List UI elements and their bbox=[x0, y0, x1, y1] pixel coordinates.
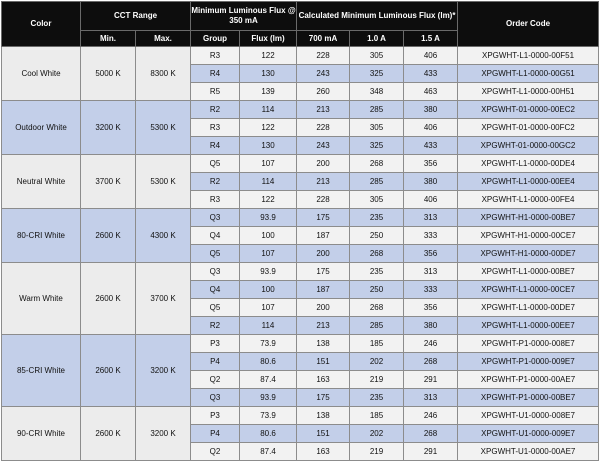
header-max: Max. bbox=[136, 31, 191, 47]
flux-700ma-cell: 213 bbox=[297, 317, 350, 335]
flux-1-0a-cell: 219 bbox=[350, 443, 404, 461]
flux-700ma-cell: 243 bbox=[297, 65, 350, 83]
order-code-cell: XPGWHT-L1-0000-00EE4 bbox=[458, 173, 599, 191]
group-cell: R5 bbox=[191, 83, 240, 101]
group-cell: R3 bbox=[191, 191, 240, 209]
flux-cell: 87.4 bbox=[240, 371, 297, 389]
cct-min-cell: 3700 K bbox=[81, 155, 136, 209]
cct-min-cell: 2600 K bbox=[81, 209, 136, 263]
flux-cell: 130 bbox=[240, 137, 297, 155]
cct-max-cell: 3200 K bbox=[136, 407, 191, 461]
group-cell: R4 bbox=[191, 65, 240, 83]
flux-700ma-cell: 228 bbox=[297, 119, 350, 137]
flux-1-0a-cell: 268 bbox=[350, 245, 404, 263]
flux-cell: 80.6 bbox=[240, 425, 297, 443]
table-row bbox=[2, 155, 599, 173]
flux-700ma-cell: 138 bbox=[297, 407, 350, 425]
cct-min-cell: 2600 K bbox=[81, 263, 136, 335]
flux-700ma-cell: 151 bbox=[297, 353, 350, 371]
flux-1-5a-cell: 313 bbox=[404, 389, 458, 407]
flux-700ma-cell: 200 bbox=[297, 245, 350, 263]
group-cell: Q2 bbox=[191, 371, 240, 389]
order-code-cell: XPGWHT-01-0000-00FC2 bbox=[458, 119, 599, 137]
flux-700ma-cell: 163 bbox=[297, 443, 350, 461]
flux-cell: 139 bbox=[240, 83, 297, 101]
flux-cell: 122 bbox=[240, 47, 297, 65]
order-code-cell: XPGWHT-01-0000-00EC2 bbox=[458, 101, 599, 119]
table-row bbox=[2, 335, 599, 353]
flux-700ma-cell: 200 bbox=[297, 299, 350, 317]
flux-cell: 107 bbox=[240, 155, 297, 173]
order-code-cell: XPGWHT-L1-0000-00BE7 bbox=[458, 263, 599, 281]
header-order-code: Order Code bbox=[458, 2, 599, 47]
group-color-cell: Neutral White bbox=[2, 155, 81, 209]
flux-1-0a-cell: 268 bbox=[350, 299, 404, 317]
flux-cell: 122 bbox=[240, 191, 297, 209]
flux-1-5a-cell: 433 bbox=[404, 137, 458, 155]
header-calculated-min-flux: Calculated Minimum Luminous Flux (lm)* bbox=[297, 2, 458, 31]
header-min: Min. bbox=[81, 31, 136, 47]
flux-700ma-cell: 175 bbox=[297, 263, 350, 281]
flux-700ma-cell: 187 bbox=[297, 227, 350, 245]
order-code-cell: XPGWHT-L1-0000-00F51 bbox=[458, 47, 599, 65]
order-code-cell: XPGWHT-L1-0000-00CE7 bbox=[458, 281, 599, 299]
flux-1-0a-cell: 202 bbox=[350, 425, 404, 443]
group-cell: R2 bbox=[191, 101, 240, 119]
order-code-cell: XPGWHT-L1-0000-00G51 bbox=[458, 65, 599, 83]
table-row bbox=[2, 407, 599, 425]
flux-1-5a-cell: 291 bbox=[404, 443, 458, 461]
flux-700ma-cell: 228 bbox=[297, 191, 350, 209]
flux-1-0a-cell: 268 bbox=[350, 155, 404, 173]
header-1-0a: 1.0 A bbox=[350, 31, 404, 47]
order-code-cell: XPGWHT-H1-0000-00CE7 bbox=[458, 227, 599, 245]
flux-cell: 93.9 bbox=[240, 389, 297, 407]
flux-1-0a-cell: 305 bbox=[350, 119, 404, 137]
flux-700ma-cell: 200 bbox=[297, 155, 350, 173]
flux-1-0a-cell: 285 bbox=[350, 101, 404, 119]
flux-1-5a-cell: 313 bbox=[404, 263, 458, 281]
flux-700ma-cell: 213 bbox=[297, 101, 350, 119]
flux-700ma-cell: 163 bbox=[297, 371, 350, 389]
group-cell: P4 bbox=[191, 425, 240, 443]
flux-1-5a-cell: 268 bbox=[404, 353, 458, 371]
flux-cell: 107 bbox=[240, 299, 297, 317]
order-code-cell: XPGWHT-H1-0000-00BE7 bbox=[458, 209, 599, 227]
flux-1-5a-cell: 406 bbox=[404, 119, 458, 137]
group-color-cell: 90-CRI White bbox=[2, 407, 81, 461]
order-code-cell: XPGWHT-P1-0000-008E7 bbox=[458, 335, 599, 353]
flux-1-5a-cell: 380 bbox=[404, 173, 458, 191]
order-code-cell: XPGWHT-L1-0000-00EE7 bbox=[458, 317, 599, 335]
cct-max-cell: 3200 K bbox=[136, 335, 191, 407]
order-code-cell: XPGWHT-P1-0000-009E7 bbox=[458, 353, 599, 371]
flux-1-0a-cell: 235 bbox=[350, 389, 404, 407]
flux-1-5a-cell: 356 bbox=[404, 245, 458, 263]
order-code-cell: XPGWHT-L1-0000-00DE4 bbox=[458, 155, 599, 173]
table-header bbox=[2, 2, 599, 47]
group-cell: R4 bbox=[191, 137, 240, 155]
header-cct-range: CCT Range bbox=[81, 2, 191, 31]
flux-1-5a-cell: 246 bbox=[404, 335, 458, 353]
order-code-cell: XPGWHT-L1-0000-00FE4 bbox=[458, 191, 599, 209]
flux-700ma-cell: 243 bbox=[297, 137, 350, 155]
flux-1-0a-cell: 185 bbox=[350, 335, 404, 353]
order-code-cell: XPGWHT-U1-0000-00AE7 bbox=[458, 443, 599, 461]
group-cell: Q4 bbox=[191, 281, 240, 299]
group-cell: Q2 bbox=[191, 443, 240, 461]
flux-1-5a-cell: 433 bbox=[404, 65, 458, 83]
flux-cell: 87.4 bbox=[240, 443, 297, 461]
flux-700ma-cell: 228 bbox=[297, 47, 350, 65]
flux-1-0a-cell: 305 bbox=[350, 47, 404, 65]
cct-min-cell: 2600 K bbox=[81, 407, 136, 461]
flux-700ma-cell: 260 bbox=[297, 83, 350, 101]
group-cell: Q3 bbox=[191, 209, 240, 227]
flux-1-5a-cell: 356 bbox=[404, 155, 458, 173]
flux-1-5a-cell: 246 bbox=[404, 407, 458, 425]
flux-1-0a-cell: 348 bbox=[350, 83, 404, 101]
flux-1-0a-cell: 235 bbox=[350, 209, 404, 227]
flux-cell: 100 bbox=[240, 227, 297, 245]
order-code-cell: XPGWHT-L1-0000-00DE7 bbox=[458, 299, 599, 317]
flux-1-5a-cell: 333 bbox=[404, 281, 458, 299]
flux-cell: 122 bbox=[240, 119, 297, 137]
cct-min-cell: 3200 K bbox=[81, 101, 136, 155]
flux-1-0a-cell: 325 bbox=[350, 137, 404, 155]
table-row bbox=[2, 209, 599, 227]
flux-1-0a-cell: 305 bbox=[350, 191, 404, 209]
flux-cell: 107 bbox=[240, 245, 297, 263]
flux-cell: 114 bbox=[240, 101, 297, 119]
order-code-cell: XPGWHT-01-0000-00GC2 bbox=[458, 137, 599, 155]
flux-cell: 114 bbox=[240, 317, 297, 335]
flux-cell: 100 bbox=[240, 281, 297, 299]
flux-1-0a-cell: 202 bbox=[350, 353, 404, 371]
header-700ma: 700 mA bbox=[297, 31, 350, 47]
flux-700ma-cell: 213 bbox=[297, 173, 350, 191]
header-min-luminous-flux: Minimum Luminous Flux @ 350 mA bbox=[191, 2, 297, 31]
flux-1-5a-cell: 268 bbox=[404, 425, 458, 443]
group-cell: R2 bbox=[191, 173, 240, 191]
group-cell: Q3 bbox=[191, 389, 240, 407]
flux-cell: 114 bbox=[240, 173, 297, 191]
flux-cell: 73.9 bbox=[240, 335, 297, 353]
flux-1-5a-cell: 313 bbox=[404, 209, 458, 227]
group-color-cell: Warm White bbox=[2, 263, 81, 335]
header-group: Group bbox=[191, 31, 240, 47]
table-row bbox=[2, 47, 599, 65]
flux-700ma-cell: 138 bbox=[297, 335, 350, 353]
group-cell: Q3 bbox=[191, 263, 240, 281]
group-cell: P3 bbox=[191, 335, 240, 353]
flux-1-5a-cell: 406 bbox=[404, 47, 458, 65]
flux-700ma-cell: 187 bbox=[297, 281, 350, 299]
group-color-cell: 85-CRI White bbox=[2, 335, 81, 407]
header-flux-lm: Flux (lm) bbox=[240, 31, 297, 47]
table-body bbox=[2, 47, 599, 461]
flux-1-5a-cell: 406 bbox=[404, 191, 458, 209]
group-cell: R3 bbox=[191, 47, 240, 65]
flux-cell: 73.9 bbox=[240, 407, 297, 425]
order-code-cell: XPGWHT-U1-0000-008E7 bbox=[458, 407, 599, 425]
cct-max-cell: 5300 K bbox=[136, 101, 191, 155]
group-cell: Q5 bbox=[191, 155, 240, 173]
order-code-cell: XPGWHT-P1-0000-00BE7 bbox=[458, 389, 599, 407]
order-code-cell: XPGWHT-P1-0000-00AE7 bbox=[458, 371, 599, 389]
header-color: Color bbox=[2, 2, 81, 47]
group-cell: P4 bbox=[191, 353, 240, 371]
cct-min-cell: 2600 K bbox=[81, 335, 136, 407]
flux-1-5a-cell: 333 bbox=[404, 227, 458, 245]
flux-1-0a-cell: 285 bbox=[350, 317, 404, 335]
group-color-cell: 80-CRI White bbox=[2, 209, 81, 263]
luminous-flux-table bbox=[1, 1, 599, 461]
group-color-cell: Cool White bbox=[2, 47, 81, 101]
order-code-cell: XPGWHT-H1-0000-00DE7 bbox=[458, 245, 599, 263]
group-cell: P3 bbox=[191, 407, 240, 425]
flux-1-0a-cell: 325 bbox=[350, 65, 404, 83]
cct-max-cell: 5300 K bbox=[136, 155, 191, 209]
flux-cell: 93.9 bbox=[240, 209, 297, 227]
group-color-cell: Outdoor White bbox=[2, 101, 81, 155]
group-cell: R3 bbox=[191, 119, 240, 137]
flux-1-0a-cell: 219 bbox=[350, 371, 404, 389]
order-code-cell: XPGWHT-U1-0000-009E7 bbox=[458, 425, 599, 443]
flux-1-5a-cell: 291 bbox=[404, 371, 458, 389]
flux-1-0a-cell: 235 bbox=[350, 263, 404, 281]
group-cell: Q4 bbox=[191, 227, 240, 245]
order-code-cell: XPGWHT-L1-0000-00H51 bbox=[458, 83, 599, 101]
flux-700ma-cell: 175 bbox=[297, 209, 350, 227]
group-cell: Q5 bbox=[191, 245, 240, 263]
group-cell: R2 bbox=[191, 317, 240, 335]
group-cell: Q5 bbox=[191, 299, 240, 317]
flux-cell: 80.6 bbox=[240, 353, 297, 371]
cct-max-cell: 8300 K bbox=[136, 47, 191, 101]
flux-700ma-cell: 151 bbox=[297, 425, 350, 443]
flux-1-0a-cell: 250 bbox=[350, 227, 404, 245]
flux-1-0a-cell: 185 bbox=[350, 407, 404, 425]
table-row bbox=[2, 263, 599, 281]
flux-700ma-cell: 175 bbox=[297, 389, 350, 407]
flux-cell: 93.9 bbox=[240, 263, 297, 281]
flux-1-5a-cell: 380 bbox=[404, 101, 458, 119]
flux-cell: 130 bbox=[240, 65, 297, 83]
cct-max-cell: 4300 K bbox=[136, 209, 191, 263]
cct-min-cell: 5000 K bbox=[81, 47, 136, 101]
flux-1-5a-cell: 356 bbox=[404, 299, 458, 317]
flux-1-5a-cell: 463 bbox=[404, 83, 458, 101]
flux-1-0a-cell: 285 bbox=[350, 173, 404, 191]
flux-1-5a-cell: 380 bbox=[404, 317, 458, 335]
flux-1-0a-cell: 250 bbox=[350, 281, 404, 299]
header-1-5a: 1.5 A bbox=[404, 31, 458, 47]
cct-max-cell: 3700 K bbox=[136, 263, 191, 335]
table-row bbox=[2, 101, 599, 119]
